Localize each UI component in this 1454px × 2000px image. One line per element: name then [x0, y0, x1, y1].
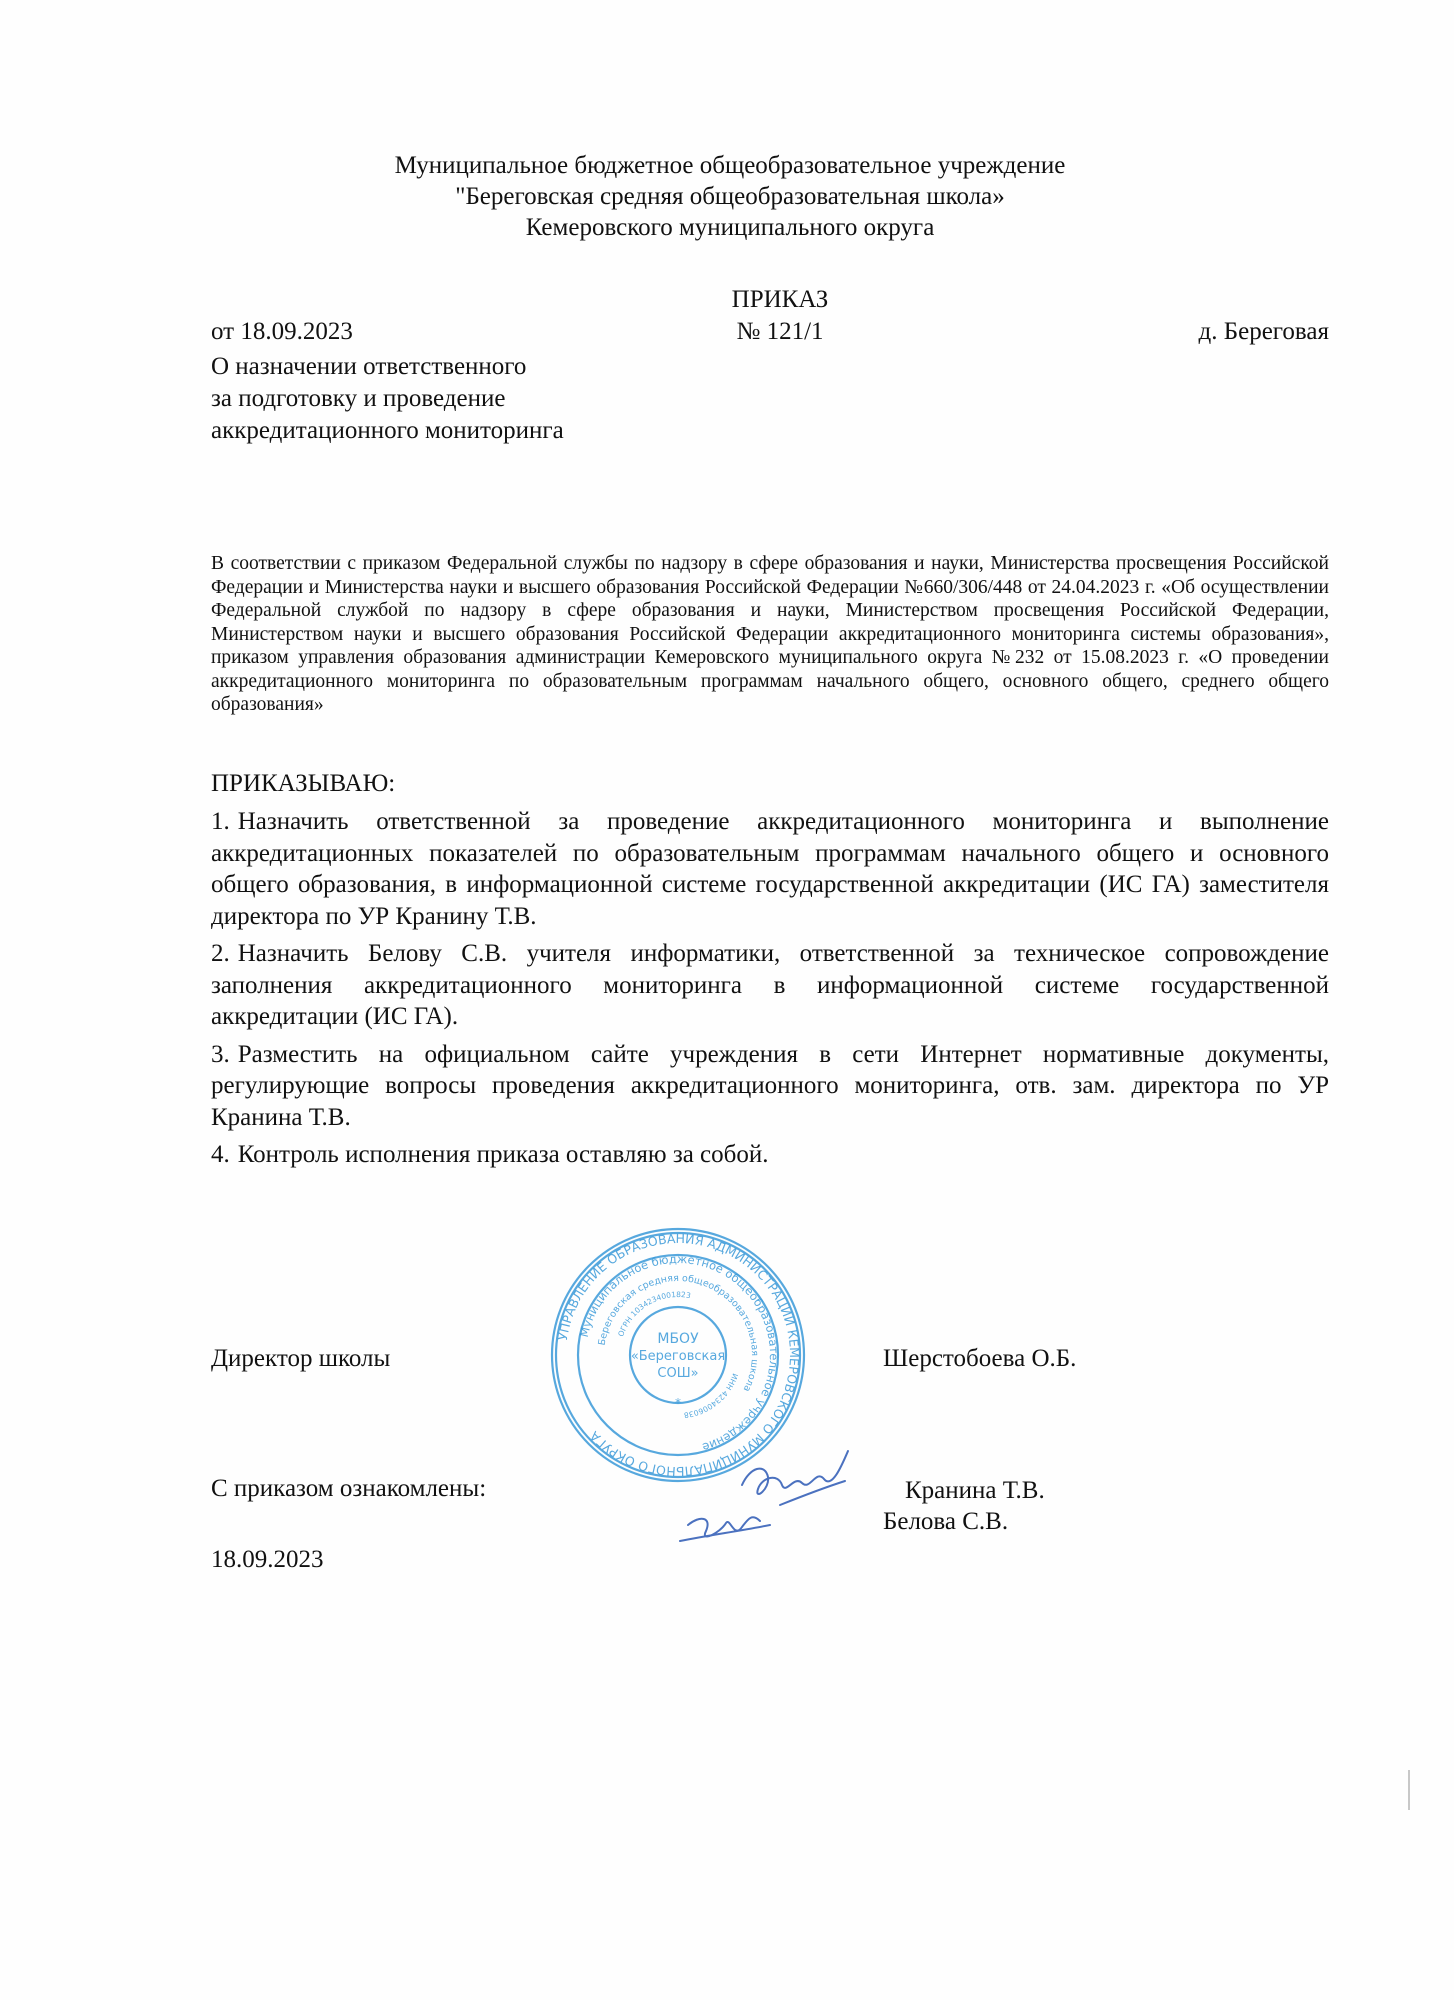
order-item	[211, 938, 1329, 1033]
svg-text:*: *	[675, 1396, 681, 1410]
order-subject	[211, 351, 564, 447]
order-title: ПРИКАЗ	[731, 286, 829, 313]
item-text: Контроль исполнения приказа оставляю за собой.	[237, 1141, 769, 1168]
stamp-inn: ИНН 4234006038	[683, 1372, 740, 1420]
order-item	[211, 1139, 1329, 1171]
order-place: д. Береговая	[1198, 318, 1329, 345]
decree-word: ПРИКАЗЫВАЮ:	[211, 770, 396, 797]
order-item	[211, 806, 1329, 932]
order-items	[211, 806, 1329, 1177]
subject-line-3: аккредитационного мониторинга	[211, 417, 564, 444]
stamp-inner-ring: Береговская средняя общеобразовательная школа	[596, 1272, 761, 1394]
organization-header	[300, 150, 1160, 243]
director-position: Директор школы	[211, 1345, 391, 1372]
org-line-3: Кемеровского муниципального округа	[525, 214, 935, 241]
order-item	[211, 1039, 1329, 1134]
item-text: Назначить Белову С.В. учителя информатики, ответственной за техническое сопровождение заполнения аккредитационного мониторинга в информационной системе государственной аккредитации (ИС ГА).	[211, 940, 1329, 1030]
item-number: 4.	[211, 1141, 230, 1168]
stamp-middle-ring: Муниципальное бюджетное общеобразовательное учреждение	[576, 1251, 782, 1455]
item-number: 1.	[211, 808, 230, 835]
subject-line-2: за подготовку и проведение	[211, 385, 506, 412]
acknowledgement-date: 18.09.2023	[211, 1546, 324, 1573]
item-number: 2.	[211, 940, 230, 967]
director-name: Шерстобоева О.Б.	[883, 1345, 1077, 1372]
org-line-2: "Береговская средняя общеобразовательная школа»	[455, 183, 1005, 210]
stamp-center-line-1: МБОУ	[657, 1331, 699, 1347]
order-number: № 121/1	[736, 318, 824, 345]
acknowledgement-names	[883, 1475, 1045, 1537]
item-text: Разместить на официальном сайте учреждения в сети Интернет нормативные документы, регулирующие вопросы проведения аккредитационного мониторинга, отв. зам. директора по УР Кранина Т.В.	[211, 1040, 1329, 1131]
ack-name-1: Кранина Т.В.	[905, 1477, 1045, 1504]
subject-line-1: О назначении ответственного	[211, 353, 527, 380]
item-number: 3.	[211, 1040, 230, 1068]
stamp-ogrn: ОГРН 1034234001823	[616, 1289, 692, 1338]
preamble-paragraph: В соответствии с приказом Федеральной службы по надзору в сфере образования и науки, Министерства просвещения Российской Федерации и Министерства науки и высшего образования Российской Федерации №660/306/448 от 24.04.2023 г. «Об осуществлении Федеральной службой по надзору в сфере образования и науки, Министерством просвещения Российской Федерации, Министерством науки и высшего образования Российской Федерации аккредитационного мониторинга системы образования», приказом управления образования администрации Кемеровского муниципального округа №232 от 15.08.2023 г. «О проведении аккредитационного мониторинга по образовательным программам начального общего, основного общего, среднего общего образования»	[211, 553, 1329, 715]
order-date: от 18.09.2023	[211, 318, 353, 345]
stamp-center-line-3: СОШ»	[657, 1366, 699, 1381]
org-line-1: Муниципальное бюджетное общеобразовательное учреждение	[394, 152, 1066, 179]
scan-edge-mark	[1408, 1770, 1410, 1810]
acknowledgement-label: С приказом ознакомлены:	[211, 1475, 487, 1502]
item-text: Назначить ответственной за проведение аккредитационного мониторинга и выполнение аккредитационных показателей по образовательным программам начального общего и основного общего образования, в информационной системе государственной аккредитации (ИС ГА) заместителя директора по УР Кранину Т.В.	[211, 808, 1329, 930]
handwritten-signature	[670, 1445, 890, 1555]
stamp-center-line-2: «Береговская	[630, 1349, 726, 1364]
stamp-outer-ring: УПРАВЛЕНИЕ ОБРАЗОВАНИЯ АДМИНИСТРАЦИИ КЕМЕРОВСКОГО МУНИЦИПАЛЬНОГО ОКРУГА	[554, 1230, 803, 1480]
ack-name-2: Белова С.В.	[883, 1508, 1009, 1535]
